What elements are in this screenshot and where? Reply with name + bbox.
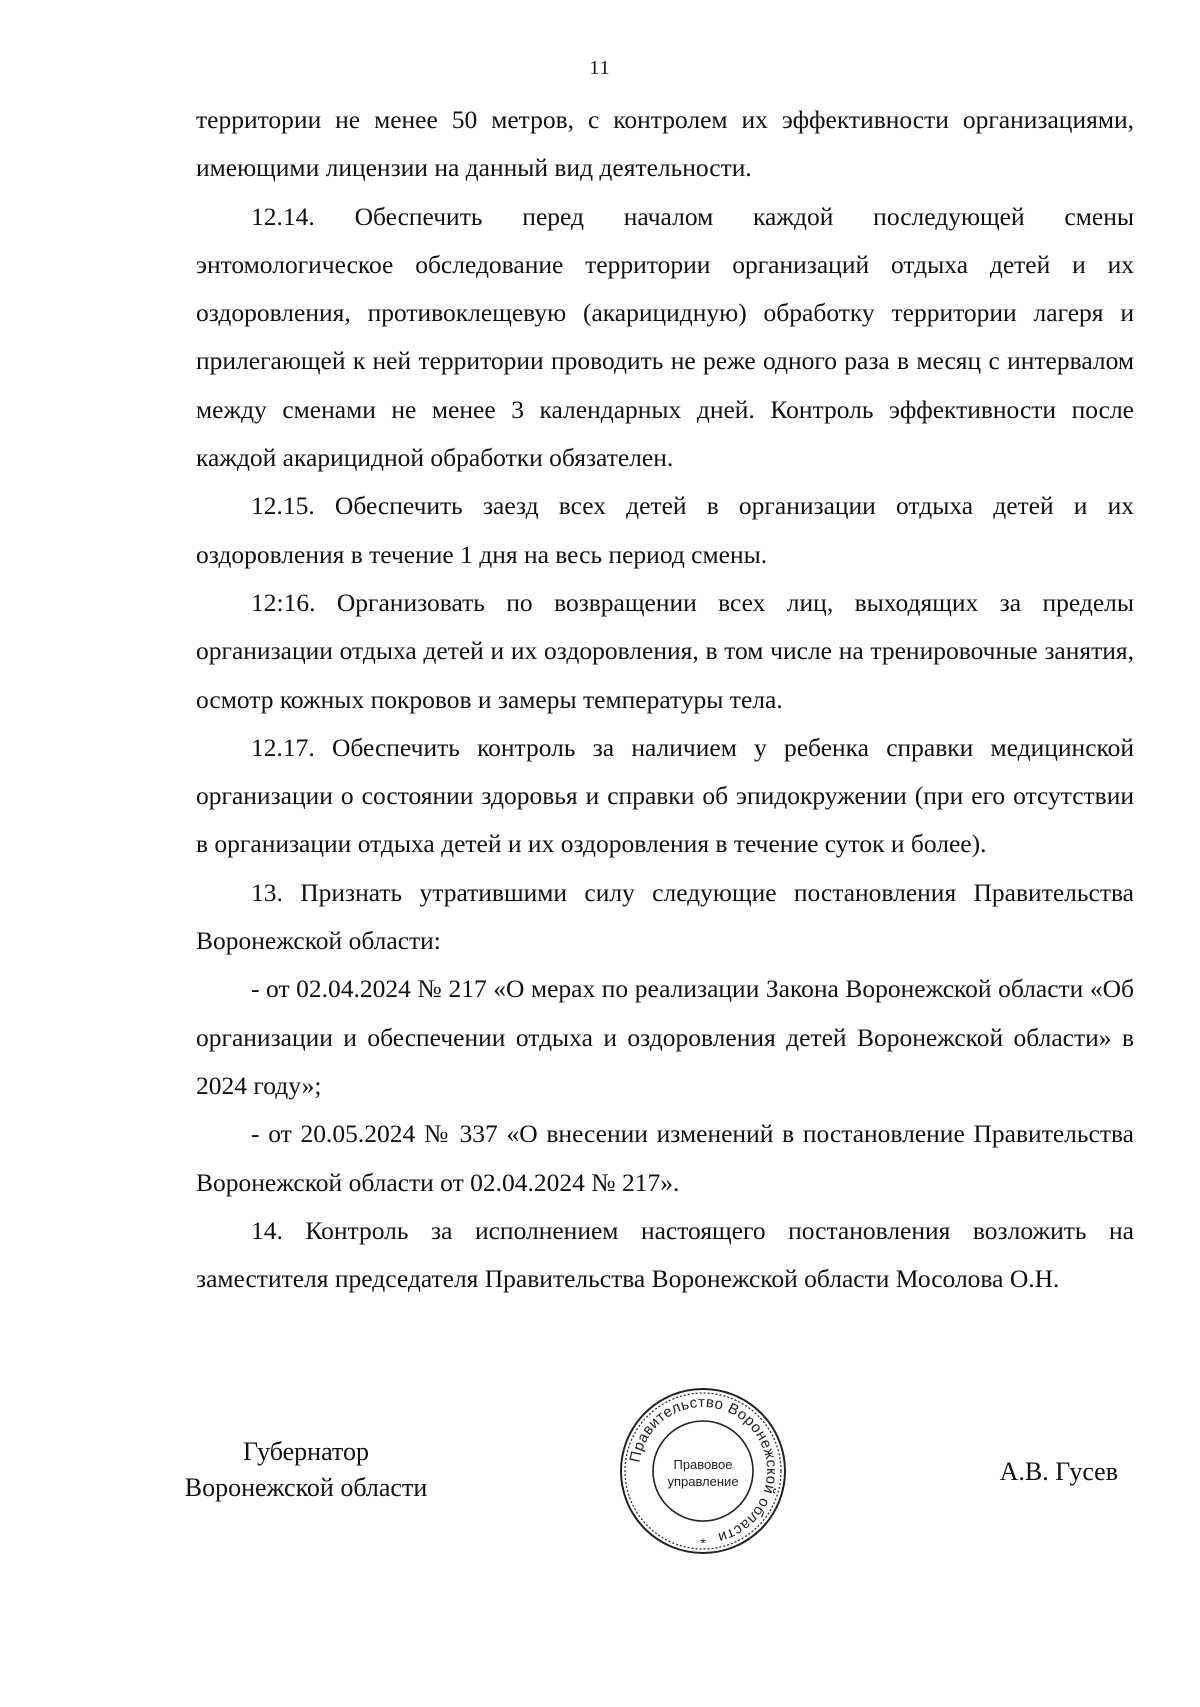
signatory-position-line1: Губернатор — [243, 1437, 369, 1466]
paragraph-13: 13. Признать утратившими силу следующие постановления Правительства Воронежской области: — [196, 877, 1134, 956]
list-item-decree-217: - от 02.04.2024 № 217 «О мерах по реализации Закона Воронежской области «Об организации и обеспечении отдыха и оздоровления детей Воронежской области» в 2024 году»; — [196, 974, 1134, 1100]
paragraph-12-14: 12.14. Обеспечить перед началом каждой последующей смены энтомологическое обследование территории организаций отдыха детей и их оздоровления, противоклещевую (акарицидную) обработку территории лагеря и прилегающей к ней территории проводить не реже одного раза в месяц с интервалом между сменами не менее 3 календарных дней. Контроль эффективности после каждой акарицидной обработки обязателен. — [196, 201, 1134, 473]
list-item-decree-337: - от 20.05.2024 № 337 «О внесении изменений в постановление Правительства Воронежской области от 02.04.2024 № 217». — [196, 1119, 1134, 1197]
stamp-seal-icon — [617, 1385, 789, 1557]
paragraph-12-15: 12.15. Обеспечить заезд всех детей в организации отдыха детей и их оздоровления в течение 1 дня на весь период смены. — [196, 491, 1134, 569]
signatory-position-line2: Воронежской области — [184, 1473, 428, 1502]
page-number: 11 — [589, 57, 611, 79]
stamp-inner-line2: управление — [667, 1474, 739, 1489]
stamp-star: * — [700, 1535, 706, 1551]
official-stamp — [617, 1385, 789, 1557]
stamp-inner-line1: Правовое — [673, 1457, 733, 1472]
document-body — [196, 96, 1134, 1303]
paragraph-continuation: территории не менее 50 метров, с контролем их эффективности организациями, имеющими лицензии на данный вид деятельности. — [196, 105, 1134, 183]
signatory-position — [166, 1434, 446, 1506]
signatory-name: А.В. Гусев — [999, 1457, 1118, 1486]
paragraph-12-17: 12.17. Обеспечить контроль за наличием у ребенка справки медицинской организации о состоянии здоровья и справки об эпидокружении (при его отсутствии в организации отдыха детей и их оздоровления в течение суток и более). — [196, 732, 1134, 859]
paragraph-14: 14. Контроль за исполнением настоящего постановления возложить на заместителя председателя Правительства Воронежской области Мосолова О.Н. — [196, 1215, 1134, 1294]
stamp-outer-text: Правительство Воронежской области — [626, 1393, 781, 1547]
paragraph-12-16: 12:16. Организовать по возвращении всех лиц, выходящих за пределы организации отдыха детей и их оздоровления, в том числе на тренировочные занятия, осмотр кожных покровов и замеры температуры тела. — [196, 587, 1134, 714]
